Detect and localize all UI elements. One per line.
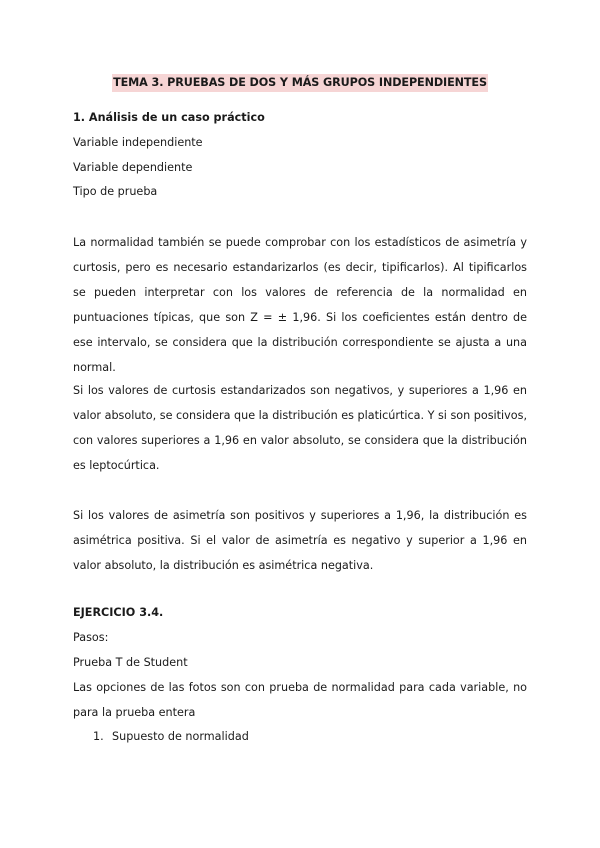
exercise-note: Las opciones de las fotos son con prueba de normalidad para cada variable, no para la prueba entera bbox=[73, 681, 527, 719]
list-item-variable-independiente: Variable independiente bbox=[73, 136, 203, 149]
test-name: Prueba T de Student bbox=[73, 656, 188, 669]
section-heading: 1. Análisis de un caso práctico bbox=[73, 111, 265, 124]
list-number: 1. bbox=[93, 730, 104, 743]
paragraph-curtosis: Si los valores de curtosis estandarizados son negativos, y superiores a 1,96 en valor absoluto, se considera que la distribución es platicúrtica. Y si son positivos, con valores superiores a 1,96 en valor absoluto, se considera que la distribución es leptocúrtica. bbox=[73, 384, 527, 472]
exercise-heading: EJERCICIO 3.4. bbox=[73, 606, 164, 619]
list-item-variable-dependiente: Variable dependiente bbox=[73, 161, 193, 174]
paragraph-asimetria: Si los valores de asimetría son positivos y superiores a 1,96, la distribución es asimétrica positiva. Si el valor de asimetría es negativo y superior a 1,96 en valor absoluto, la distribución es asimétrica negativa. bbox=[73, 509, 527, 572]
steps-label: Pasos: bbox=[73, 631, 109, 644]
paragraph-normalidad: La normalidad también se puede comprobar con los estadísticos de asimetría y curtosis, pero es necesario estandarizarlos (es decir, tipificarlos). Al tipificarlos se pueden interpretar con los valores de referencia de la normalidad en puntuaciones típicas, que son Z = ± 1,96. Si los coeficientes están dentro de ese intervalo, se considera que la distribución correspondiente se ajusta a una normal. bbox=[73, 236, 527, 374]
title-wrapper bbox=[0, 71, 600, 92]
document-title: TEMA 3. PRUEBAS DE DOS Y MÁS GRUPOS INDEPENDIENTES bbox=[112, 74, 488, 92]
list-item-supuesto-normalidad: Supuesto de normalidad bbox=[112, 730, 249, 743]
list-item-tipo-prueba: Tipo de prueba bbox=[73, 185, 158, 198]
